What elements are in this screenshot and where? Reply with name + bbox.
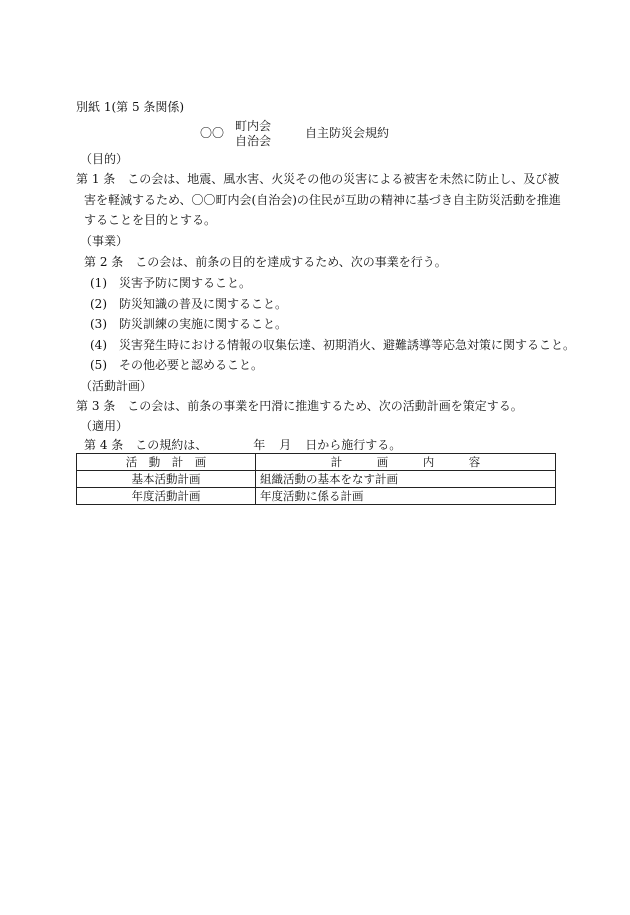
activity-plan-table <box>76 453 556 505</box>
table-cell-plan-content: 年度活動に係る計画 <box>256 488 556 505</box>
list-item: (2) 防災知識の普及に関すること。 <box>90 297 287 311</box>
business-heading: （事業） <box>80 234 129 248</box>
annex-label: 別紙 1(第 5 条関係) <box>76 100 185 114</box>
table-header-activity-plan: 活 動 計 画 <box>77 454 256 471</box>
table-row <box>77 488 556 505</box>
table-cell-plan-content: 組織活動の基本をなす計画 <box>256 471 556 488</box>
activity-heading: （活動計画） <box>80 379 153 393</box>
article-1-line-3: することを目的とする。 <box>84 213 217 227</box>
article-4 <box>84 438 401 452</box>
article-3: 第 3 条 この会は、前条の事業を円滑に推進するため、次の活動計画を策定する。 <box>76 399 523 413</box>
article-2: 第 2 条 この会は、前条の目的を達成するため、次の事業を行う。 <box>84 255 447 269</box>
article-4-suffix: 日から施行する。 <box>305 438 402 452</box>
article-1-line-1: 第 1 条 この会は、地震、風水害、火災その他の災害による被害を未然に防止し、及び被 <box>76 172 560 186</box>
purpose-heading: （目的） <box>80 152 129 166</box>
article-1-line-2: 害を軽減するため、〇〇町内会(自治会)の住民が互助の精神に基づき自主防災活動を推進 <box>84 193 561 207</box>
list-item: (4) 災害発生時における情報の収集伝達、初期消火、避難誘導等応急対策に関すること。 <box>90 338 576 352</box>
list-item: (5) その他必要と認めること。 <box>90 358 263 372</box>
table-cell-plan-name: 年度活動計画 <box>77 488 256 505</box>
table-cell-plan-name: 基本活動計画 <box>77 471 256 488</box>
list-item: (3) 防災訓練の実施に関すること。 <box>90 317 287 331</box>
title-prefix: 〇〇 <box>200 126 225 140</box>
article-4-prefix: 第 4 条 この規約は、 <box>84 438 208 452</box>
article-4-month: 月 <box>279 438 292 452</box>
title-option-residents: 自治会 <box>235 134 272 148</box>
table-row <box>77 471 556 488</box>
list-item: (1) 災害予防に関すること。 <box>90 276 251 290</box>
application-heading: （適用） <box>80 419 129 433</box>
page-title: 自主防災会規約 <box>305 126 390 140</box>
article-4-year: 年 <box>253 438 266 452</box>
table-header-row <box>77 454 556 471</box>
table-header-plan-content: 計 画 内 容 <box>256 454 556 471</box>
title-option-town: 町内会 <box>235 119 272 133</box>
